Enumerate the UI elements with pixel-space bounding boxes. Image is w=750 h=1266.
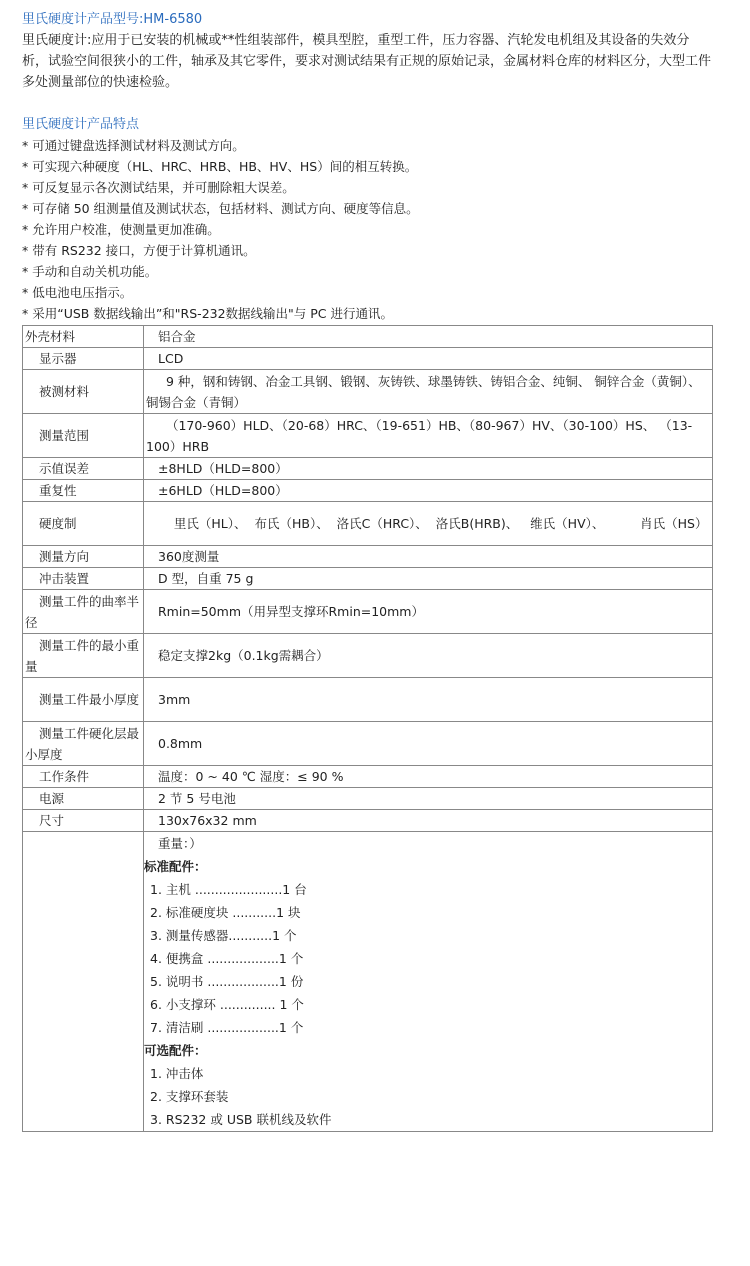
spec-value	[144, 810, 713, 832]
spec-value	[144, 788, 713, 810]
feature-item: * 可实现六种硬度（HL、HRC、HRB、HB、HV、HS）间的相互转换。	[22, 159, 418, 174]
spec-key	[23, 634, 144, 678]
spec-row	[23, 810, 713, 832]
spec-value-text: 2 节 5 号电池	[158, 791, 236, 806]
accessories-row	[23, 832, 713, 1132]
standard-accessory-item: 2. 标准硬度块 ...........1 块	[150, 905, 301, 920]
spec-value-text: ±8HLD（HLD=800）	[158, 461, 288, 476]
spec-value-text: 360度测量	[158, 549, 220, 564]
spec-row	[23, 722, 713, 766]
spec-key-text: 测量方向	[39, 549, 90, 564]
spec-row	[23, 414, 713, 458]
spec-value	[144, 326, 713, 348]
spec-value-text: 温度：0 ~ 40 ℃ 湿度：≤ 90 %	[158, 769, 344, 784]
spec-key	[23, 414, 144, 458]
accessories-value	[144, 832, 713, 1132]
spec-key	[23, 348, 144, 370]
spec-row	[23, 590, 713, 634]
spec-key-text: 硬度制	[39, 516, 77, 531]
standard-accessory-item: 7. 清洁刷 ..................1 个	[150, 1020, 304, 1035]
spec-key-text: 测量工件最小厚度	[39, 692, 140, 707]
spec-key-text: 工作条件	[39, 769, 90, 784]
feature-item: * 可通过键盘选择测试材料及测试方向。	[22, 138, 245, 153]
spec-value-text: 里氏（HL）、 布氏（HB）、 洛氏C（HRC）、 洛氏B(HRB)、 维氏（HV）、 肖氏（HS）	[158, 516, 708, 531]
spec-row	[23, 634, 713, 678]
intro-paragraph: 里氏硬度计:应用于已安装的机械或**性组装部件，模具型腔，重型工件，压力容器、汽轮发电机组及其设备的失效分析，试验空间很狭小的工件，轴承及其它零件，要求对测试结果有正规的原始记录，金属材料仓库的材料区分，大型工件多处测量部位的快速检验。	[22, 33, 712, 90]
spec-row	[23, 348, 713, 370]
spec-row	[23, 678, 713, 722]
feature-item: * 可存储 50 组测量值及测试状态，包括材料、测试方向、硬度等信息。	[22, 201, 419, 216]
spec-key-text: 冲击装置	[39, 571, 90, 586]
spec-table	[22, 325, 713, 1132]
spec-key-text: 测量工件的曲率半径	[25, 593, 140, 630]
spec-row	[23, 568, 713, 590]
spec-key	[23, 788, 144, 810]
spec-key-text: 被测材料	[39, 384, 90, 399]
spec-row	[23, 788, 713, 810]
spec-value	[144, 546, 713, 568]
feature-item: * 带有 RS232 接口，方便于计算机通讯。	[22, 243, 256, 258]
feature-item: * 允许用户校准，使测量更加准确。	[22, 222, 220, 237]
spec-key-text: 显示器	[39, 351, 77, 366]
standard-accessory-item: 3. 测量传感器...........1 个	[150, 928, 297, 943]
spec-value	[144, 634, 713, 678]
spec-key	[23, 722, 144, 766]
features-heading: 里氏硬度计产品特点	[22, 117, 140, 132]
spec-value	[144, 678, 713, 722]
spec-key	[23, 766, 144, 788]
spec-key-text: 尺寸	[39, 813, 65, 828]
optional-accessory-item: 3. RS232 或 USB 联机线及软件	[150, 1112, 332, 1127]
spec-value	[144, 458, 713, 480]
spec-key	[23, 480, 144, 502]
model-heading: 里氏硬度计产品型号:HM-6580	[22, 12, 203, 27]
spec-value	[144, 348, 713, 370]
optional-accessories-title: 可选配件：	[144, 1043, 207, 1058]
spec-value-text: 9 种，钢和铸钢、冶金工具钢、锻钢、灰铸铁、球墨铸铁、铸铝合金、纯铜、 铜锌合金（黄铜）、铜锡合金（青铜）	[146, 373, 701, 410]
spec-key-text: 测量工件的最小重量	[25, 637, 140, 674]
spec-key	[23, 370, 144, 414]
spec-key	[23, 326, 144, 348]
spec-key-text: 示值误差	[39, 461, 90, 476]
feature-item: * 可反复显示各次测试结果，并可删除粗大误差。	[22, 180, 295, 195]
spec-value	[144, 766, 713, 788]
spec-row	[23, 502, 713, 546]
spec-value	[144, 370, 713, 414]
feature-item: * 低电池电压指示。	[22, 285, 133, 300]
spec-value	[144, 722, 713, 766]
spec-row	[23, 458, 713, 480]
spec-key	[23, 810, 144, 832]
spec-value-text: ±6HLD（HLD=800）	[158, 483, 288, 498]
spec-value	[144, 502, 713, 546]
spec-value-text: （170-960）HLD、（20-68）HRC、（19-651）HB、（80-967）HV、（30-100）HS、 （13-100）HRB	[146, 417, 693, 454]
spec-key-text: 测量范围	[39, 428, 90, 443]
product-page	[22, 10, 714, 1132]
spec-key	[23, 502, 144, 546]
spec-key	[23, 678, 144, 722]
spec-key	[23, 590, 144, 634]
spec-value	[144, 590, 713, 634]
spec-key	[23, 458, 144, 480]
optional-accessory-item: 1. 冲击体	[150, 1066, 204, 1081]
spec-key-text: 电源	[39, 791, 65, 806]
spec-value-text: D 型，自重 75 g	[158, 571, 254, 586]
standard-accessory-item: 4. 便携盒 ..................1 个	[150, 951, 304, 966]
accessories-key	[23, 832, 144, 1132]
spec-value-text: 3mm	[158, 692, 191, 707]
spec-row	[23, 546, 713, 568]
feature-item: * 手动和自动关机功能。	[22, 264, 158, 279]
spec-key-text: 重复性	[39, 483, 77, 498]
spec-value	[144, 480, 713, 502]
spec-key-text: 外壳材料	[25, 329, 76, 344]
standard-accessories-title: 标准配件：	[144, 859, 207, 874]
optional-accessory-item: 2. 支撑环套装	[150, 1089, 229, 1104]
spec-value-text: 130x76x32 mm	[158, 813, 257, 828]
spec-key	[23, 546, 144, 568]
spec-value	[144, 568, 713, 590]
spec-key-text: 测量工件硬化层最小厚度	[25, 725, 140, 762]
spec-value-text: 稳定支撑2kg（0.1kg需耦合）	[158, 648, 329, 663]
standard-accessory-item: 6. 小支撑环 .............. 1 个	[150, 997, 304, 1012]
standard-accessory-item: 1. 主机 ......................1 台	[150, 882, 307, 897]
features-list	[22, 135, 714, 324]
spec-value-text: 0.8mm	[158, 736, 203, 751]
feature-item: * 采用“USB 数据线输出”和"RS-232数据线输出"与 PC 进行通讯。	[22, 306, 394, 321]
spec-row	[23, 766, 713, 788]
spec-row	[23, 326, 713, 348]
spec-row	[23, 370, 713, 414]
standard-accessory-item: 5. 说明书 ..................1 份	[150, 974, 304, 989]
weight-line: 重量：）	[158, 836, 202, 851]
spec-value-text: Rmin=50mm（用异型支撑环Rmin=10mm）	[158, 604, 424, 619]
spec-value-text: 铝合金	[158, 329, 196, 344]
spec-row	[23, 480, 713, 502]
spec-value	[144, 414, 713, 458]
spec-key	[23, 568, 144, 590]
spec-value-text: LCD	[158, 351, 184, 366]
